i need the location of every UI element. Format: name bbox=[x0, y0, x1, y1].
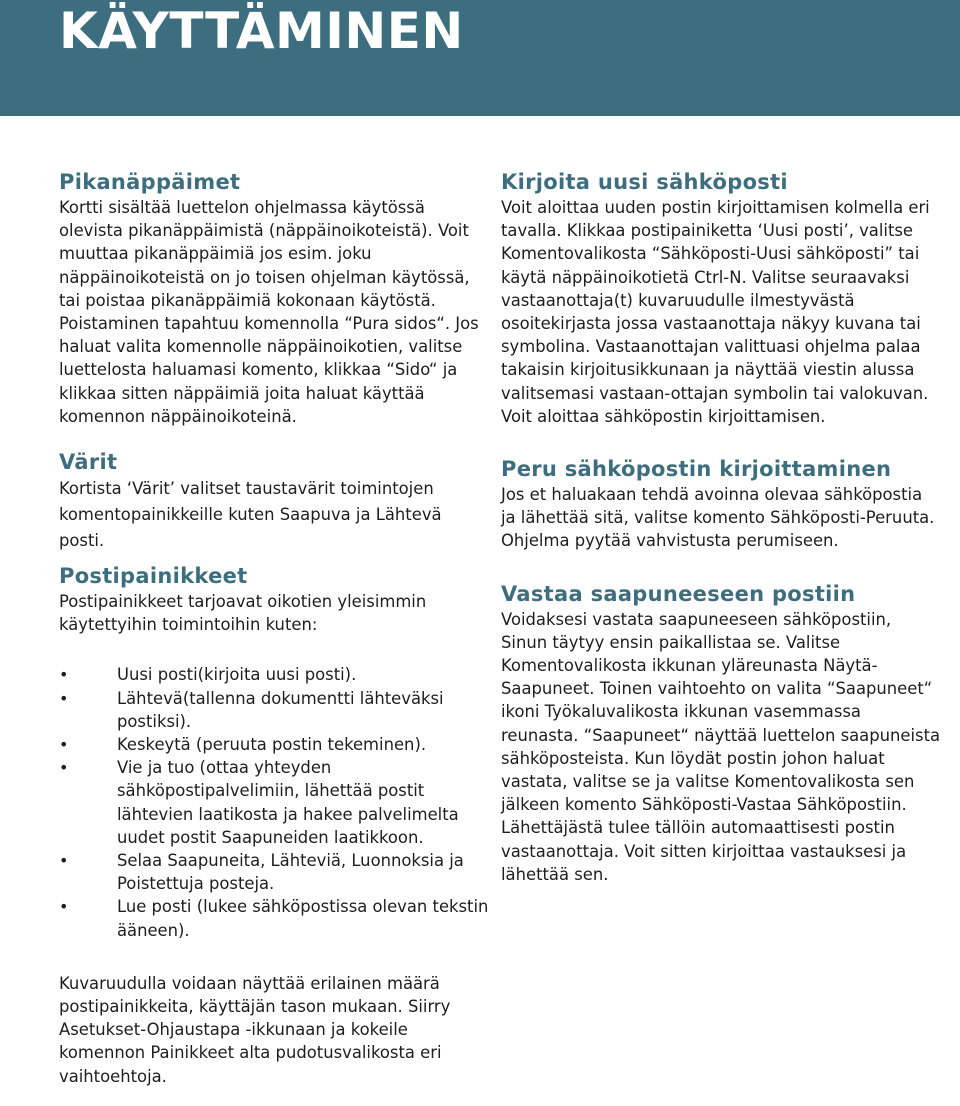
postipainikkeet-list bbox=[59, 663, 489, 941]
section-postipainikkeet bbox=[59, 562, 489, 1088]
list-item: • Selaa Saapuneita, Lähteviä, Luonnoksia ja Poistettuja posteja. bbox=[59, 851, 464, 894]
section-kirjoita bbox=[501, 168, 941, 428]
section-heading-pikanappaimet: Pikanäppäimet bbox=[59, 170, 241, 194]
section-vastaa bbox=[501, 580, 941, 886]
section-heading-vastaa: Vastaa saapuneeseen postiin bbox=[501, 581, 856, 606]
section-heading-kirjoita: Kirjoita uusi sähköposti bbox=[501, 170, 788, 194]
left-column bbox=[59, 168, 489, 1088]
bullet-icon: • bbox=[59, 758, 69, 778]
section-pikanappaimet bbox=[59, 168, 489, 428]
section-body-vastaa: Voidaksesi vastata saapuneeseen sähköpostiin, Sinun täytyy ensin paikallistaa se. Valitse Komentovalikosta ikkunan yläreunasta Näytä-Saapuneet. Toinen vaihtoehto on valita “Saapuneet“ ikoni Työkaluvalikosta ikkunan vasemmassa reunasta. “Saapuneet“ näyttää luettelon saapuneista sähköposteista. Kun löydät postin johon haluat vastata, valitse se ja valitse Komentovalikosta sen jälkeen komento Sähköposti-Vastaa Sähköpostiin. Lähettäjästä tulee tällöin automaattisesti postin vastaanottaja. Voit sitten kirjoittaa vastauksesi ja lähettää sen. bbox=[501, 609, 941, 884]
section-outro-postipainikkeet: Kuvaruudulla voidaan näyttää erilainen määrä postipainikkeita, käyttäjän tason mukaan. Siirry Asetukset-Ohjaustapa -ikkunaan ja kokeile komennon Painikkeet alta pudotusvalikosta eri vaihtoehtoja. bbox=[59, 973, 451, 1086]
list-item: • Lähtevä(tallenna dokumentti lähteväksi postiksi). bbox=[59, 688, 444, 731]
bullet-icon: • bbox=[59, 688, 69, 708]
bullet-icon: • bbox=[59, 665, 69, 685]
section-body-kirjoita: Voit aloittaa uuden postin kirjoittamisen kolmella eri tavalla. Klikkaa postipainiketta ‘Uusi posti’, valitse Komentovalikosta “Sähköposti-Uusi sähköposti” tai käytä näppäinoikotietä Ctrl-N. Valitse seuraavaksi vastaanottaja(t) kuvaruudulle ilmestyvästä osoitekirjasta jossa vastaanottaja näkyy kuvana tai symbolina. Vastaanottajan valittuasi ohjelma palaa takaisin kirjoitusikkunaan ja näyttää viestin alussa valitsemasi vastaan-ottajan symbolin tai valokuvan. Voit aloittaa sähköpostin kirjoittamisen. bbox=[501, 198, 930, 426]
bullet-icon: • bbox=[59, 851, 69, 871]
list-item: • Uusi posti(kirjoita uusi posti). bbox=[59, 663, 489, 686]
section-heading-varit: Värit bbox=[59, 450, 118, 475]
section-peru bbox=[501, 455, 941, 553]
right-column bbox=[501, 168, 941, 886]
section-heading-peru: Peru sähköpostin kirjoittaminen bbox=[501, 457, 892, 482]
page-title: KÄYTTÄMINEN bbox=[59, 2, 464, 60]
list-item: • Keskeytä (peruuta postin tekeminen). bbox=[59, 733, 489, 756]
section-body-pikanappaimet: Kortti sisältää luettelon ohjelmassa käytössä olevista pikanäppäimistä (näppäinoikoteistä). Voit muuttaa pikanäppäimiä jos esim. joku näppäinoikoteistä on jo toisen ohjelman käytössä, tai poistaa pikanäppäimiä kokonaan käytöstä. Poistaminen tapahtuu komennolla “Pura sidos“. Jos haluat valita komennolle näppäinoikotien, valitse luettelosta haluamasi komento, klikkaa “Sido“ ja klikkaa sitten näppäimiä joita haluat käyttää komennon näppäinoikoteinä. bbox=[59, 198, 479, 426]
section-varit bbox=[59, 448, 489, 554]
page-header bbox=[0, 0, 960, 116]
section-body-peru: Jos et haluakaan tehdä avoinna olevaa sähköpostia ja lähettää sitä, valitse komento Sähköposti-Peruuta. Ohjelma pyytää vahvistusta perumiseen. bbox=[501, 485, 935, 551]
section-heading-postipainikkeet: Postipainikkeet bbox=[59, 564, 248, 589]
list-item: • Vie ja tuo (ottaa yhteyden sähköpostipalvelimiin, lähettää postit lähtevien laatikosta ja hakee palvelimelta uudet postit Saapuneiden laatikkoon. bbox=[59, 758, 459, 847]
section-intro-postipainikkeet: Postipainikkeet tarjoavat oikotien yleisimmin käytettyihin toimintoihin kuten: bbox=[59, 592, 427, 635]
bullet-icon: • bbox=[59, 897, 69, 917]
bullet-icon: • bbox=[59, 735, 69, 755]
list-item: • Lue posti (lukee sähköpostissa olevan tekstin ääneen). bbox=[59, 897, 489, 940]
section-body-varit: Kortista ‘Värit’ valitset taustavärit toimintojen komentopainikkeille kuten Saapuva ja Lähtevä posti. bbox=[59, 479, 442, 551]
